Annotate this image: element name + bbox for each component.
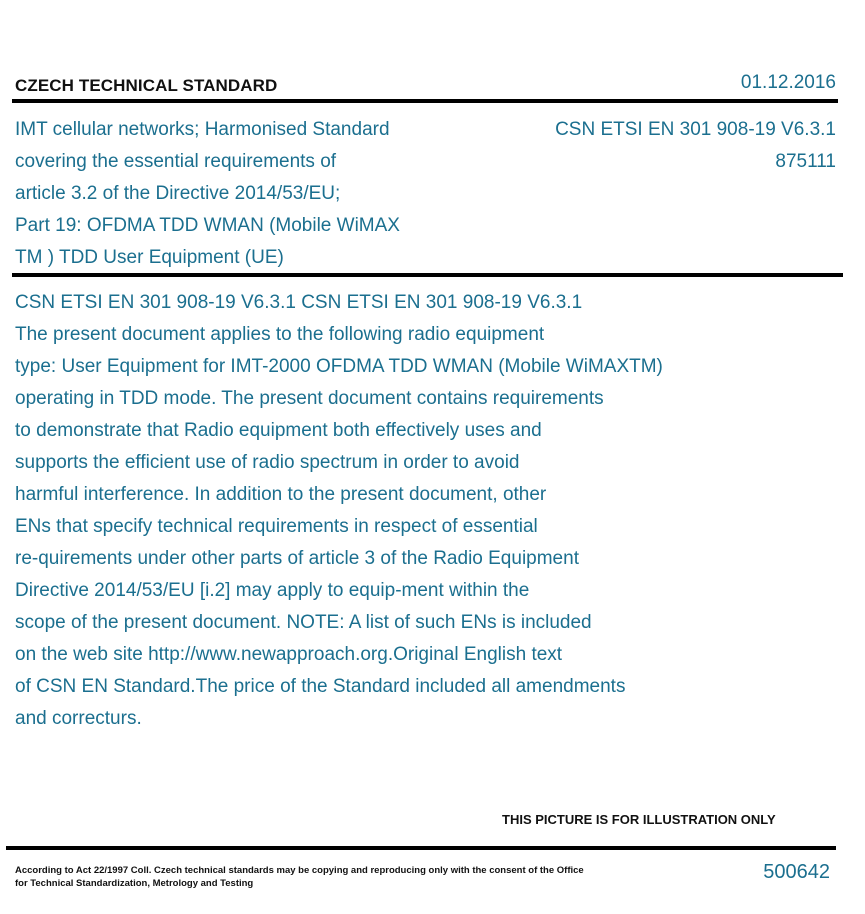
standard-title-line: covering the essential requirements of (15, 151, 337, 172)
standard-title (15, 114, 485, 274)
legal-notice (15, 864, 584, 890)
document-type-heading: CZECH TECHNICAL STANDARD (15, 76, 278, 95)
description-line: harmful interference. In addition to the present document, other (15, 484, 547, 505)
standard-number: 875111 (775, 151, 836, 172)
title-divider (12, 273, 843, 277)
standard-title-line: article 3.2 of the Directive 2014/53/EU; (15, 183, 341, 204)
footer-divider (6, 846, 836, 850)
standard-description (15, 287, 835, 735)
legal-notice-line: According to Act 22/1997 Coll. Czech technical standards may be copying and reproducing only with the consent of the Office (15, 865, 584, 876)
description-line: The present document applies to the following radio equipment (15, 324, 545, 345)
legal-notice-line: for Technical Standardization, Metrology and Testing (15, 878, 254, 889)
description-line: on the web site http://www.newapproach.org.Original English text (15, 644, 563, 665)
publication-date: 01.12.2016 (740, 72, 836, 93)
description-line: operating in TDD mode. The present document contains requirements (15, 388, 604, 409)
description-line: to demonstrate that Radio equipment both effectively uses and (15, 420, 542, 441)
standard-title-line: Part 19: OFDMA TDD WMAN (Mobile WiMAX (15, 215, 400, 236)
standard-title-line: TM ) TDD User Equipment (UE) (15, 247, 284, 268)
description-line: re-quirements under other parts of article 3 of the Radio Equipment (15, 548, 579, 569)
description-line: supports the efficient use of radio spectrum in order to avoid (15, 452, 520, 473)
standard-identifier (555, 114, 836, 178)
description-line: and correcturs. (15, 708, 142, 729)
description-line: Directive 2014/53/EU [i.2] may apply to equip-ment within the (15, 580, 530, 601)
header-divider (12, 99, 838, 103)
illustration-notice: THIS PICTURE IS FOR ILLUSTRATION ONLY (502, 812, 776, 827)
footer-document-number: 500642 (763, 861, 830, 883)
description-line: CSN ETSI EN 301 908-19 V6.3.1 CSN ETSI EN 301 908-19 V6.3.1 (15, 292, 583, 313)
standard-code: CSN ETSI EN 301 908-19 V6.3.1 (555, 119, 836, 140)
description-line: of CSN EN Standard.The price of the Standard included all amendments (15, 676, 626, 697)
standard-title-line: IMT cellular networks; Harmonised Standard (15, 119, 390, 140)
description-line: type: User Equipment for IMT-2000 OFDMA TDD WMAN (Mobile WiMAXTM) (15, 356, 663, 377)
description-line: ENs that specify technical requirements in respect of essential (15, 516, 538, 537)
description-line: scope of the present document. NOTE: A list of such ENs is included (15, 612, 592, 633)
